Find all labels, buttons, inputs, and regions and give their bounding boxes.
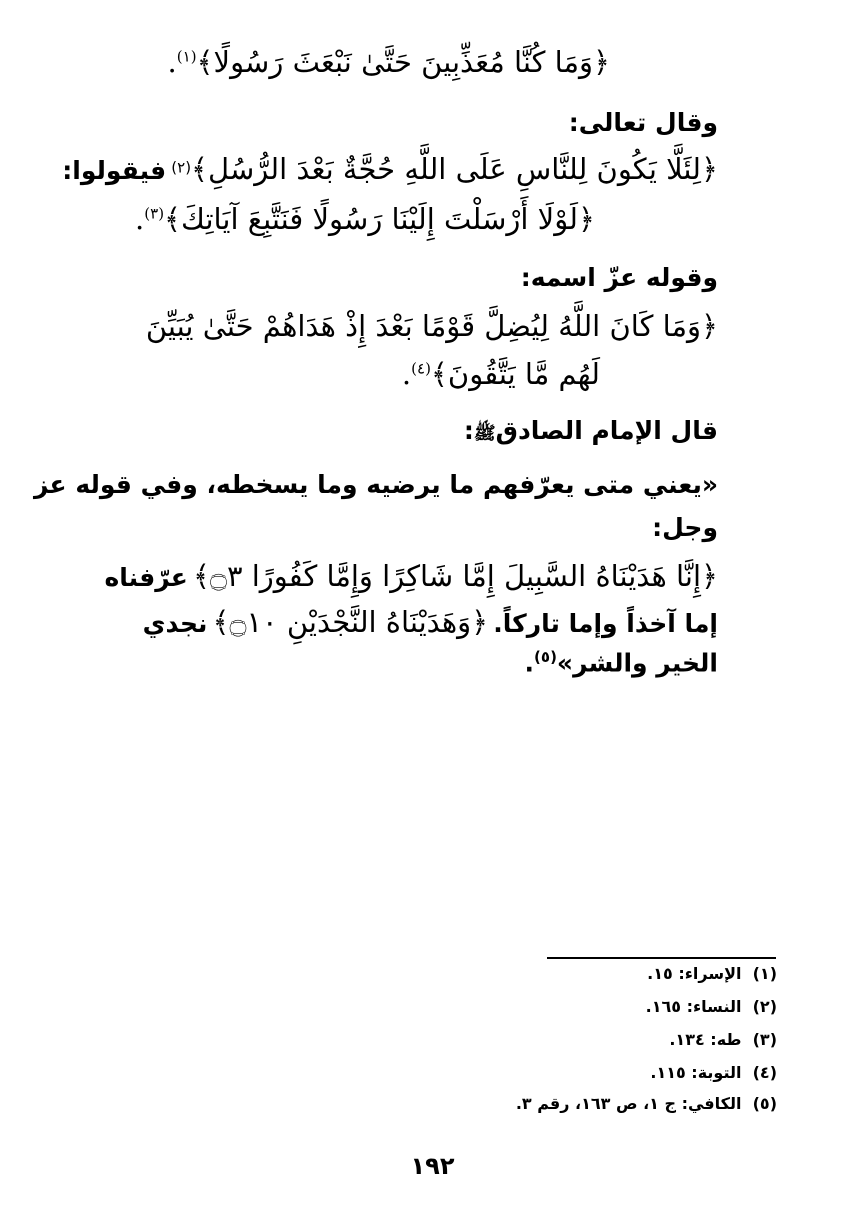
verse-text: ﴿وَهَدَيْنَاهُ النَّجْدَيْنِ ۝١٠﴾: [212, 605, 489, 639]
verse-tawba-line2: لَهُم مَّا يَتَّقُونَ﴾$^{(٤)}$.: [401, 357, 600, 391]
page-number: ١٩٢: [410, 1152, 455, 1180]
footnote-ref: (٤): [411, 359, 431, 378]
text-they-say: فيقولوا:: [62, 156, 167, 185]
heading-his-saying: وقوله عزّ اسمه:: [520, 263, 718, 292]
footnote-ref: (٢): [171, 158, 192, 177]
footnote-ref: (١): [176, 47, 197, 66]
quote-ending: الخير والشر»$^{(٥)}$.: [524, 648, 718, 678]
verse-nisa-line: [62, 152, 718, 186]
footnote-ref: (٥): [534, 648, 557, 666]
honorific-glyph: ﷺ: [473, 423, 496, 444]
footnote-1: (١) الإسراء: ١٥.: [647, 964, 777, 983]
verse-text: ﴿وَمَا كُنَّا مُعَذِّبِينَ حَتَّىٰ نَبْعَثَ رَسُولًا﴾: [196, 45, 610, 79]
footnote-5: (٥) الكافي: ج ١، ص ١٦٣، رقم ٣.: [515, 1094, 777, 1113]
footnote-separator: [547, 957, 776, 959]
verse-text: لَهُم مَّا يَتَّقُونَ﴾: [430, 357, 600, 391]
footnote-2: (٢) النساء: ١٦٥.: [645, 997, 777, 1016]
quote-line-2: وجل:: [652, 513, 718, 542]
verse-insan-line: ﴿إِنَّا هَدَيْنَاهُ السَّبِيلَ إِمَّا شَاكِرًا وَإِمَّا كَفُورًا ۝٣﴾ عرّفناه: [104, 559, 718, 593]
footnote-3: (٣) طه: ١٣٤.: [669, 1030, 777, 1049]
verse-isra-15: ﴿وَمَا كُنَّا مُعَذِّبِينَ حَتَّىٰ نَبْعَثَ رَسُولًا﴾$^{(١)}$.: [167, 45, 610, 79]
verse-tawba-line1: ﴿وَمَا كَانَ اللَّهُ لِيُضِلَّ قَوْمًا بَعْدَ إِذْ هَدَاهُمْ حَتَّىٰ يُبَيِّنَ: [145, 309, 718, 343]
heading-imam-sadiq: قال الإمام الصادقﷺ:: [463, 416, 718, 445]
verse-text: ﴿لَوْلَا أَرْسَلْتَ إِلَيْنَا رَسُولًا فَنَتَّبِعَ آيَاتِكَ﴾: [164, 202, 595, 236]
verse-text: ﴿إِنَّا هَدَيْنَاهُ السَّبِيلَ إِمَّا شَاكِرًا وَإِمَّا كَفُورًا ۝٣﴾: [192, 559, 718, 593]
verse-text: ﴿لِئَلَّا يَكُونَ لِلنَّاسِ عَلَى اللَّهِ حُجَّةٌ بَعْدَ الرُّسُلِ﴾: [191, 152, 718, 186]
verse-taha-134: ﴿لَوْلَا أَرْسَلْتَ إِلَيْنَا رَسُولًا فَنَتَّبِعَ آيَاتِكَ﴾$^{(٣)}$.: [135, 202, 595, 236]
quote-line-1: «يعني متى يعرّفهم ما يرضيه وما يسخطه، وفي قوله عز: [34, 470, 718, 499]
footnote-4: (٤) التوبة: ١١٥.: [650, 1063, 777, 1082]
verse-balad-line: إما آخذاً وإما تاركاً. ﴿وَهَدَيْنَاهُ النَّجْدَيْنِ ۝١٠﴾ نجدي: [142, 605, 718, 639]
footnote-ref: (٣): [144, 204, 165, 223]
heading-he-said: وقال تعالى:: [568, 108, 718, 137]
